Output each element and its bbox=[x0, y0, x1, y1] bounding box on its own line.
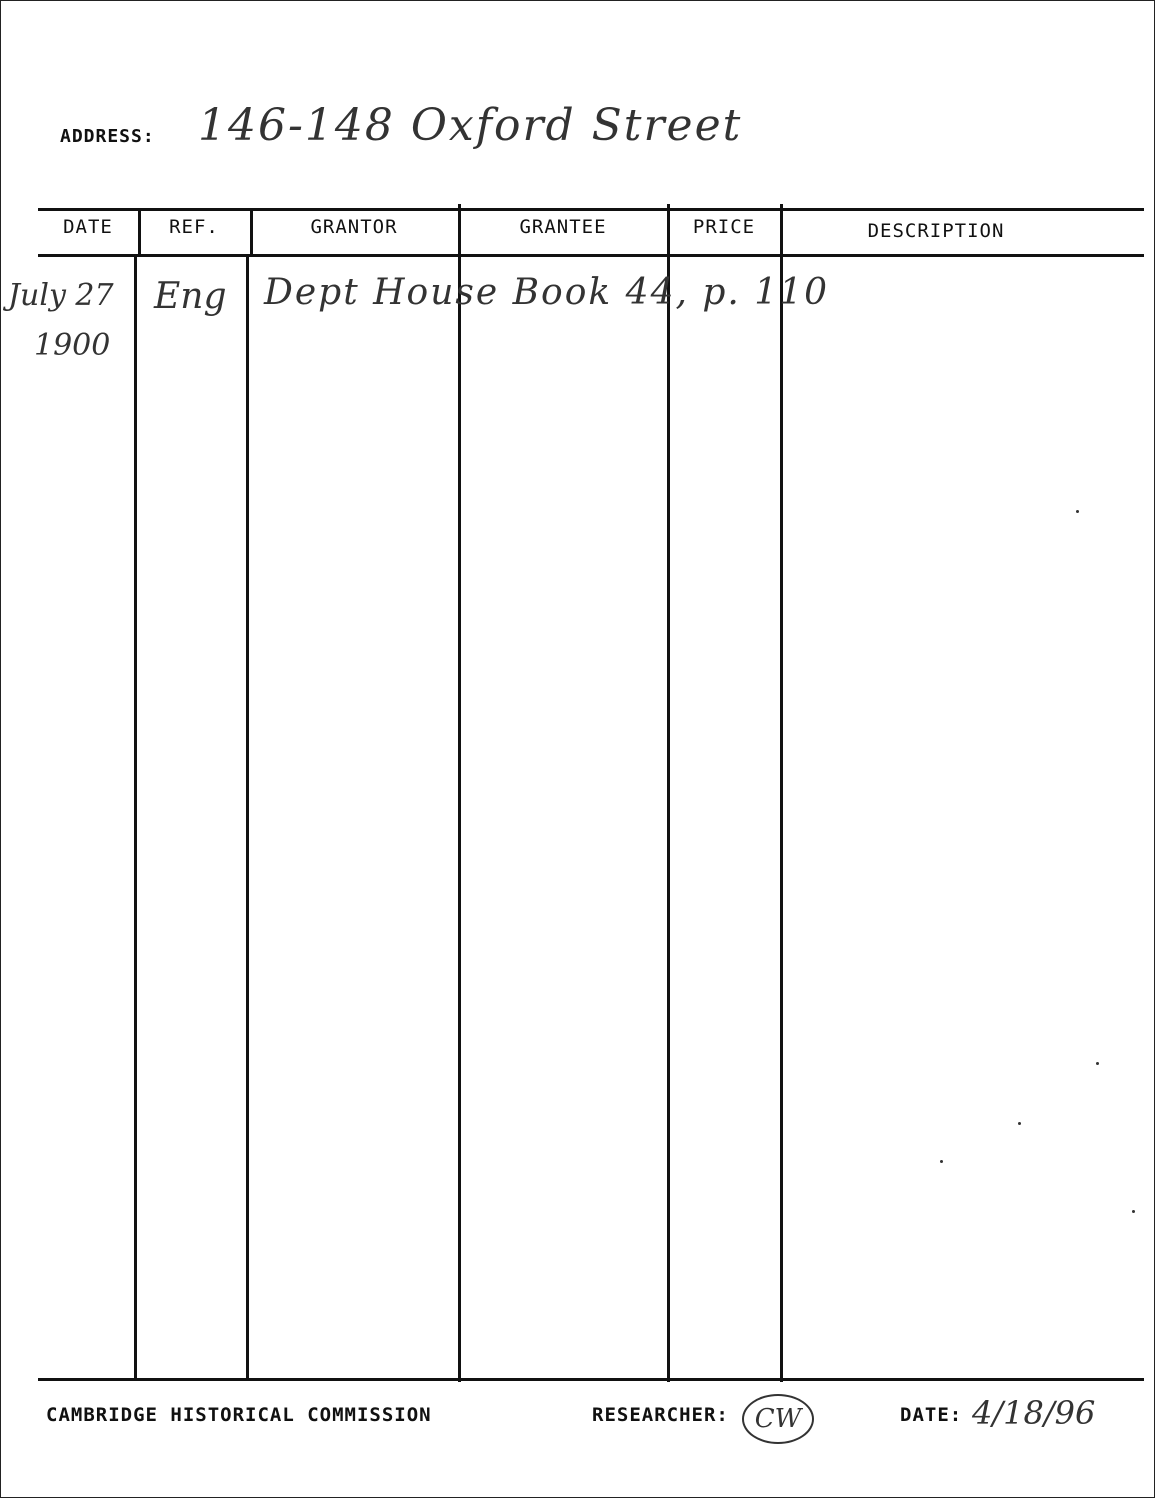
column-divider-grantor-grantee bbox=[458, 204, 461, 1382]
column-divider-ref-grantor bbox=[246, 254, 249, 1380]
column-header-grantor: GRANTOR bbox=[310, 216, 398, 238]
row-entry: Dept House Book 44, p. 110 bbox=[264, 272, 829, 313]
table-top-rule bbox=[38, 208, 1144, 211]
researcher-initials: CW bbox=[754, 1404, 802, 1434]
date-value: 4/18/96 bbox=[972, 1394, 1096, 1432]
column-header-ref: REF. bbox=[169, 216, 219, 238]
column-header-grantee: GRANTEE bbox=[519, 216, 607, 238]
scan-speck bbox=[1132, 1210, 1135, 1213]
column-header-description: DESCRIPTION bbox=[867, 220, 1005, 242]
table-header-rule bbox=[38, 254, 1144, 257]
researcher-initials-stamp bbox=[742, 1394, 814, 1444]
researcher-label: RESEARCHER: bbox=[592, 1404, 729, 1426]
column-header-price: PRICE bbox=[692, 216, 756, 238]
row-ref: Eng bbox=[154, 276, 227, 317]
address-label: ADDRESS: bbox=[60, 126, 155, 147]
scan-speck bbox=[940, 1160, 943, 1163]
row-date-line2: 1900 bbox=[34, 328, 111, 363]
column-header-date: DATE bbox=[63, 216, 113, 238]
address-value: 146-148 Oxford Street bbox=[198, 100, 743, 151]
organization-name: CAMBRIDGE HISTORICAL COMMISSION bbox=[46, 1404, 432, 1426]
scan-speck bbox=[1096, 1062, 1099, 1065]
scan-speck bbox=[1076, 510, 1079, 513]
row-date-line1: July 27 bbox=[8, 278, 114, 313]
table-bottom-rule bbox=[38, 1378, 1144, 1381]
scan-speck bbox=[1018, 1122, 1021, 1125]
column-divider-price-description bbox=[780, 204, 783, 1382]
column-divider-date-ref bbox=[134, 254, 137, 1380]
date-label: DATE: bbox=[900, 1404, 963, 1426]
column-divider-grantee-price bbox=[667, 204, 670, 1382]
